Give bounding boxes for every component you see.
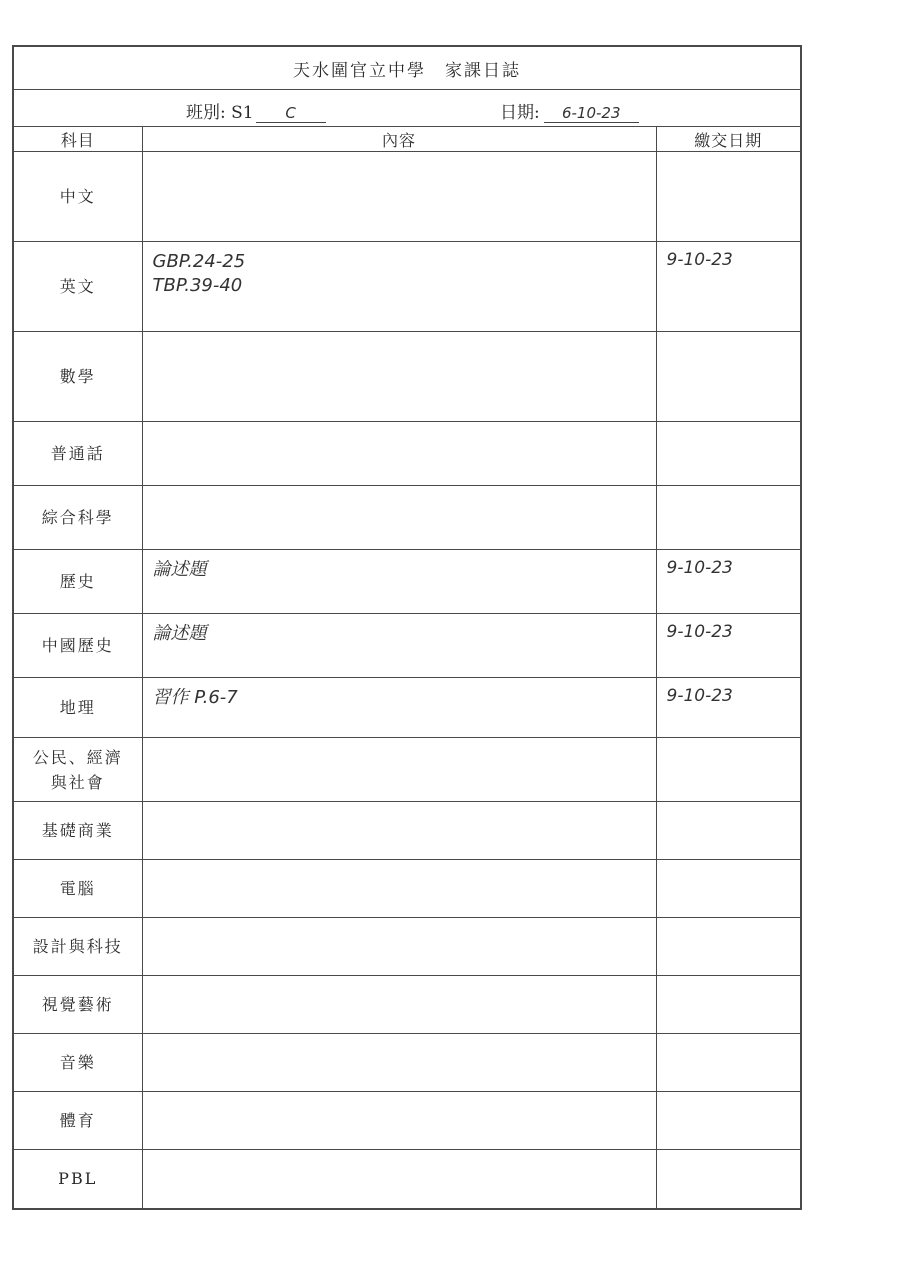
date-label: 日期:	[500, 103, 540, 123]
table-row	[14, 486, 800, 550]
content-cell[interactable]	[142, 860, 656, 918]
due-date-cell[interactable]	[656, 678, 800, 738]
table-row	[14, 152, 800, 242]
column-header-content: 內容	[142, 127, 656, 152]
table-row	[14, 976, 800, 1034]
content-cell[interactable]	[142, 918, 656, 976]
date-field	[500, 98, 639, 123]
homework-table	[14, 127, 800, 1208]
content-cell[interactable]	[142, 614, 656, 678]
subject-cell: 英文	[14, 242, 142, 332]
table-row	[14, 332, 800, 422]
class-value: C	[256, 104, 326, 123]
handwritten-content: 論述題	[152, 623, 207, 644]
handwritten-content: 習作 P.6-7	[152, 687, 238, 708]
table-row	[14, 242, 800, 332]
subject-cell: 普通話	[14, 422, 142, 486]
due-date-cell[interactable]	[656, 242, 800, 332]
subject-cell: 數學	[14, 332, 142, 422]
content-cell[interactable]	[142, 486, 656, 550]
due-date-cell[interactable]	[656, 152, 800, 242]
handwritten-due-date: 9-10-23	[666, 250, 733, 270]
handwritten-content: 論述題	[152, 559, 207, 580]
content-cell[interactable]	[142, 976, 656, 1034]
due-date-cell[interactable]	[656, 614, 800, 678]
content-cell[interactable]	[142, 678, 656, 738]
content-cell[interactable]	[142, 1034, 656, 1092]
due-date-cell[interactable]	[656, 486, 800, 550]
subject-cell: 視覺藝術	[14, 976, 142, 1034]
content-cell[interactable]	[142, 802, 656, 860]
handwritten-due-date: 9-10-23	[666, 558, 733, 578]
class-field	[186, 98, 326, 123]
subject-cell: 地理	[14, 678, 142, 738]
content-cell[interactable]	[142, 738, 656, 802]
content-cell[interactable]	[142, 152, 656, 242]
subject-cell: PBL	[14, 1150, 142, 1208]
column-header-due-date: 繳交日期	[656, 127, 800, 152]
due-date-cell[interactable]	[656, 1092, 800, 1150]
content-cell[interactable]	[142, 1092, 656, 1150]
table-row	[14, 550, 800, 614]
subject-cell: 基礎商業	[14, 802, 142, 860]
subject-cell: 電腦	[14, 860, 142, 918]
handwritten-content: GBP.24-25 TBP.39-40	[152, 251, 246, 296]
due-date-cell[interactable]	[656, 738, 800, 802]
table-row	[14, 1034, 800, 1092]
handwritten-due-date: 9-10-23	[666, 622, 733, 642]
content-cell[interactable]	[142, 1150, 656, 1208]
due-date-cell[interactable]	[656, 802, 800, 860]
subject-cell: 中國歷史	[14, 614, 142, 678]
subject-cell: 音樂	[14, 1034, 142, 1092]
due-date-cell[interactable]	[656, 550, 800, 614]
due-date-cell[interactable]	[656, 1150, 800, 1208]
table-header-row	[14, 127, 800, 152]
subject-cell: 中文	[14, 152, 142, 242]
date-value: 6-10-23	[544, 104, 639, 123]
handwritten-due-date: 9-10-23	[666, 686, 733, 706]
content-cell[interactable]	[142, 242, 656, 332]
table-row	[14, 1092, 800, 1150]
subject-cell: 體育	[14, 1092, 142, 1150]
form-title: 天水圍官立中學 家課日誌	[14, 47, 800, 90]
table-row	[14, 918, 800, 976]
table-row	[14, 860, 800, 918]
content-cell[interactable]	[142, 332, 656, 422]
subject-cell: 歷史	[14, 550, 142, 614]
subject-cell: 設計與科技	[14, 918, 142, 976]
class-date-row	[14, 90, 800, 127]
due-date-cell[interactable]	[656, 860, 800, 918]
table-row	[14, 678, 800, 738]
subject-cell: 綜合科學	[14, 486, 142, 550]
table-row	[14, 1150, 800, 1208]
table-row	[14, 802, 800, 860]
table-row	[14, 738, 800, 802]
homework-diary-form	[12, 45, 802, 1210]
content-cell[interactable]	[142, 422, 656, 486]
table-row	[14, 422, 800, 486]
subject-cell: 公民、經濟 與社會	[14, 738, 142, 802]
class-label: 班別: S1	[186, 103, 254, 123]
due-date-cell[interactable]	[656, 332, 800, 422]
due-date-cell[interactable]	[656, 1034, 800, 1092]
column-header-subject: 科目	[14, 127, 142, 152]
content-cell[interactable]	[142, 550, 656, 614]
due-date-cell[interactable]	[656, 422, 800, 486]
table-row	[14, 614, 800, 678]
due-date-cell[interactable]	[656, 918, 800, 976]
due-date-cell[interactable]	[656, 976, 800, 1034]
